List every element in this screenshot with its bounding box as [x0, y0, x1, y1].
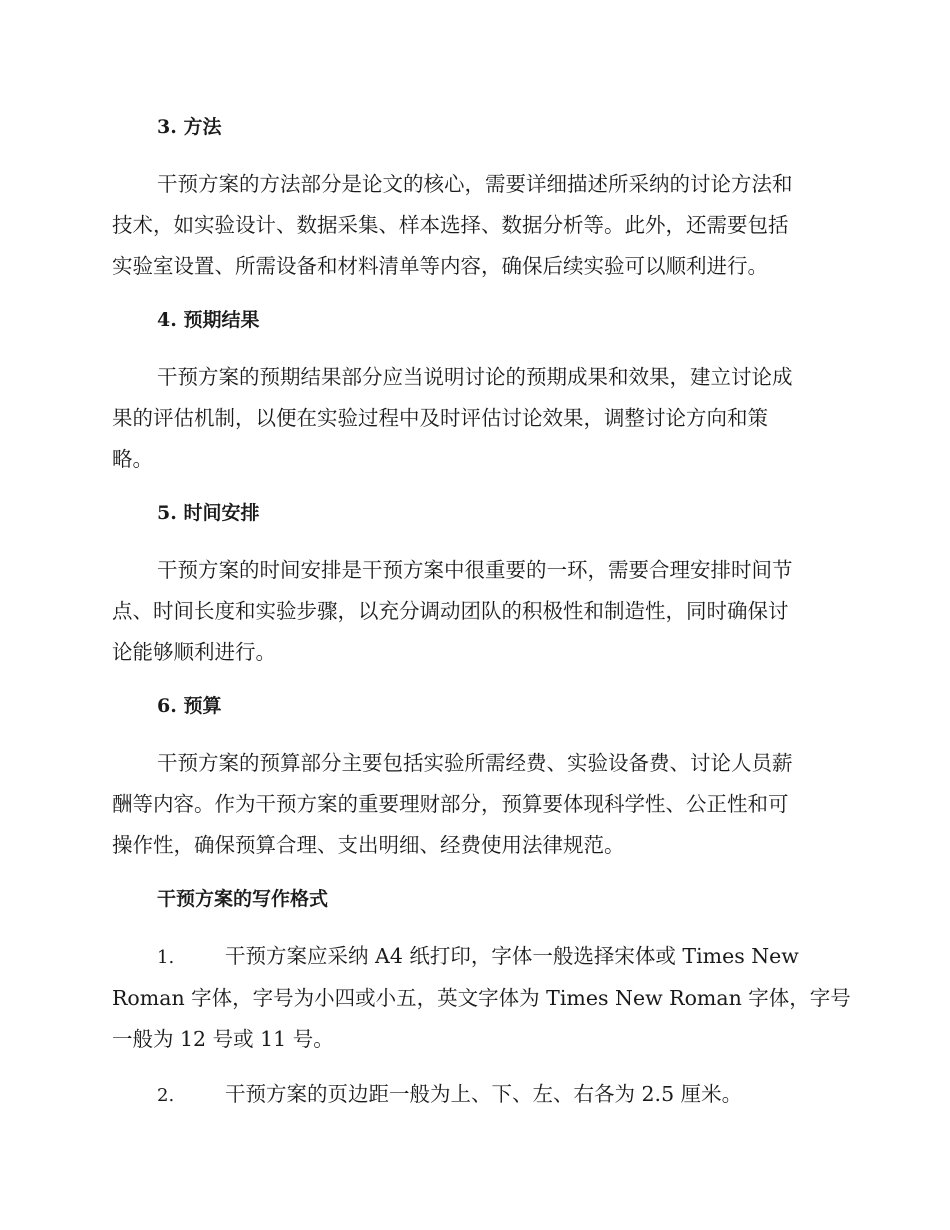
paragraph-line: 酬等内容。作为干预方案的重要理财部分，预算要体现科学性、公正性和可	[112, 792, 789, 816]
section-heading-expected-results: 4. 预期结果	[157, 309, 260, 331]
list-item-text: 干预方案的页边距一般为上、下、左、右各为 2.5 厘米。	[225, 1082, 743, 1106]
section-paragraph-budget	[112, 743, 834, 866]
paragraph-line: 论能够顺利进行。	[112, 640, 276, 664]
paragraph-line: 技术，如实验设计、数据采集、样本选择、数据分析等。此外，还需要包括	[112, 213, 789, 237]
list-item-number: 1.	[157, 947, 175, 968]
format-list-item	[112, 1074, 834, 1116]
list-item-line: Roman 字体，字号为小四或小五，英文字体为 Times New Roman 字体，字号	[112, 986, 851, 1010]
paragraph-line: 干预方案的预算部分主要包括实验所需经费、实验设备费、讨论人员薪	[157, 751, 793, 775]
paragraph-line: 实验室设置、所需设备和材料清单等内容，确保后续实验可以顺利进行。	[112, 254, 768, 278]
list-item-number: 2.	[157, 1085, 175, 1106]
section-paragraph-schedule	[112, 550, 834, 673]
format-heading: 干预方案的写作格式	[157, 888, 329, 910]
section-paragraph-methods	[112, 164, 834, 287]
section-paragraph-expected-results	[112, 357, 834, 480]
paragraph-line: 操作性，确保预算合理、支出明细、经费使用法律规范。	[112, 833, 625, 857]
list-item-line: 一般为 12 号或 11 号。	[112, 1027, 334, 1051]
section-heading-schedule: 5. 时间安排	[157, 502, 260, 524]
list-item-line	[112, 936, 834, 978]
list-item-line	[112, 1074, 834, 1116]
section-heading-methods: 3. 方法	[157, 116, 222, 138]
list-item-text: 干预方案应采纳 A4 纸打印，字体一般选择宋体或 Times New	[225, 944, 799, 968]
section-heading-budget: 6. 预算	[157, 695, 222, 717]
format-list-item	[112, 936, 851, 1060]
paragraph-line: 略。	[112, 447, 153, 471]
paragraph-line: 点、时间长度和实验步骤，以充分调动团队的积极性和制造性，同时确保讨	[112, 599, 789, 623]
paragraph-line: 干预方案的预期结果部分应当说明讨论的预期成果和效果，建立讨论成	[157, 365, 793, 389]
paragraph-line: 果的评估机制，以便在实验过程中及时评估讨论效果，调整讨论方向和策	[112, 406, 768, 430]
paragraph-line: 干预方案的时间安排是干预方案中很重要的一环，需要合理安排时间节	[157, 558, 793, 582]
document-page	[112, 108, 851, 1130]
paragraph-line: 干预方案的方法部分是论文的核心，需要详细描述所采纳的讨论方法和	[157, 172, 793, 196]
